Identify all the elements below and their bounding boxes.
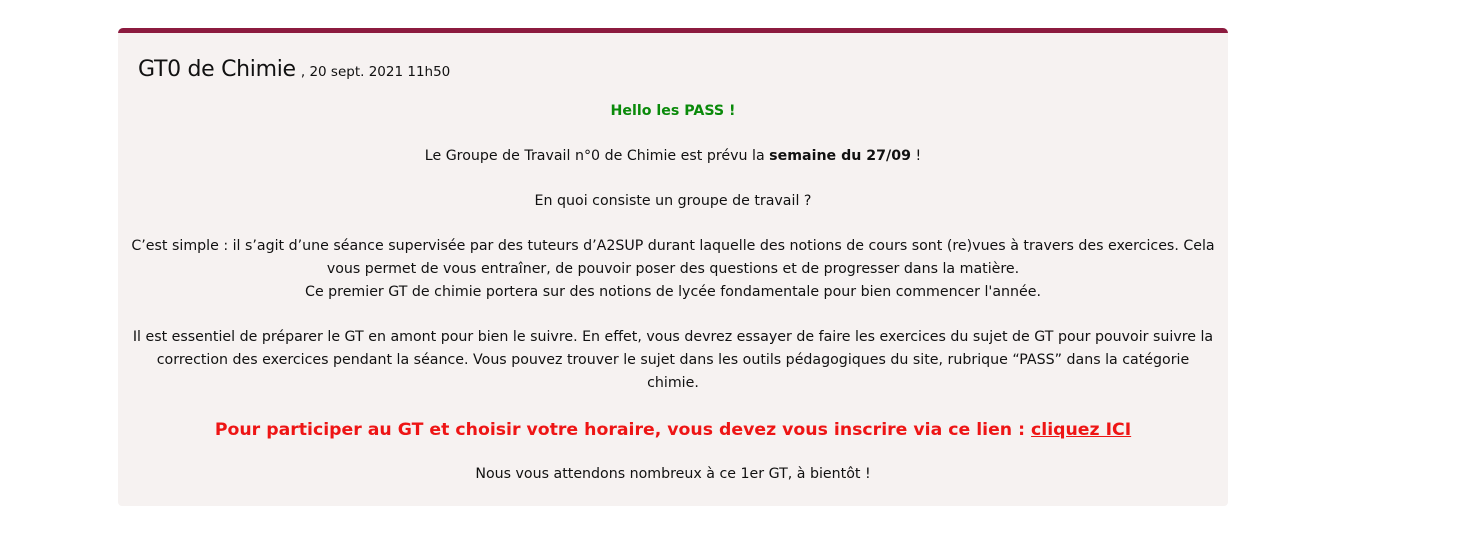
intro-end: ! bbox=[910, 148, 922, 164]
intro-text: Le Groupe de Travail n°0 de Chimie est prévu la bbox=[424, 148, 770, 164]
post-title: GT0 de Chimie bbox=[138, 57, 296, 82]
post-header bbox=[138, 57, 450, 82]
preparation-paragraph: Il est essentiel de préparer le GT en amont pour bien le suivre. En effet, vous devrez essayer de faire les exercices du sujet de GT pour pouvoir suivre la correction des exercices pendant la séance. Vous pouvez trouver le sujet dans les outils pédagogiques du site, rubrique “PASS” dans la catégorie chimie. bbox=[132, 329, 1214, 391]
intro-paragraph bbox=[130, 145, 1216, 168]
post-body bbox=[130, 100, 1216, 486]
registration-link[interactable]: cliquez ICI bbox=[1031, 420, 1132, 440]
announcement-card bbox=[118, 28, 1228, 506]
registration-callout bbox=[130, 417, 1216, 443]
greeting-text: Hello les PASS ! bbox=[610, 103, 736, 119]
closing-text: Nous vous attendons nombreux à ce 1er GT, à bientôt ! bbox=[475, 466, 871, 482]
intro-date-highlight: semaine du 27/09 bbox=[769, 148, 911, 164]
explanation-text: C’est simple : il s’agit d’une séance supervisée par des tuteurs d’A2SUP durant laquelle des notions de cours sont (re)vues à travers des exercices. Cela vous permet de vous entraîner, de pouvoir poser des questions et de progresser dans la matière. bbox=[131, 238, 1215, 277]
explanation-text-2: Ce premier GT de chimie portera sur des notions de lycée fondamentale pour bien commencer l'année. bbox=[305, 284, 1041, 300]
question-text: En quoi consiste un groupe de travail ? bbox=[534, 193, 812, 209]
post-date: , 20 sept. 2021 11h50 bbox=[300, 64, 451, 80]
registration-text: Pour participer au GT et choisir votre horaire, vous devez vous inscrire via ce lien : bbox=[214, 420, 1032, 440]
explanation-paragraph bbox=[130, 235, 1216, 304]
